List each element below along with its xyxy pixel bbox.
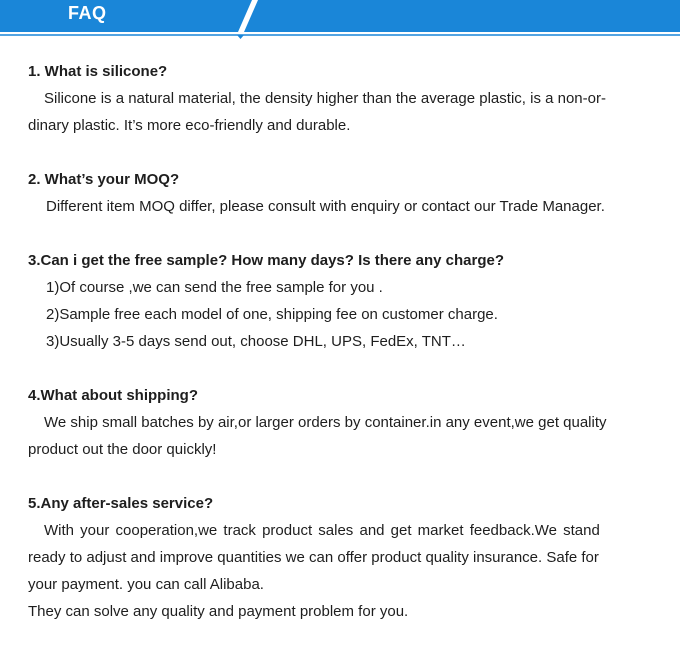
- faq-item-4: [28, 382, 648, 463]
- faq-answer-line: Different item MOQ differ, please consult with enquiry or contact our Trade Manager.: [46, 198, 605, 215]
- faq-answer-line: With your cooperation,we track product sales and get market feedback.We stand: [44, 522, 600, 539]
- faq-question: 5.Any after-sales service?: [28, 495, 214, 512]
- faq-answer-line: They can solve any quality and payment problem for you.: [28, 603, 409, 620]
- faq-answer-line: Silicone is a natural material, the density higher than the average plastic, is a non-or-: [44, 90, 606, 107]
- faq-answer-line: dinary plastic. It’s more eco-friendly and durable.: [28, 117, 351, 134]
- faq-answer-line: We ship small batches by air,or larger orders by container.in any event,we get quality: [44, 414, 607, 431]
- faq-list: [28, 58, 648, 652]
- faq-answer-line: your payment. you can call Alibaba.: [28, 576, 264, 593]
- faq-answer-line: ready to adjust and improve quantities we can offer product quality insurance. Safe for: [28, 549, 599, 566]
- faq-item-1: [28, 58, 648, 139]
- faq-answer-line: 3)Usually 3-5 days send out, choose DHL, UPS, FedEx, TNT…: [46, 333, 466, 350]
- faq-question: 4.What about shipping?: [28, 387, 198, 404]
- faq-header-banner: [0, 0, 680, 40]
- faq-answer-line: 2)Sample free each model of one, shipping fee on customer charge.: [46, 306, 498, 323]
- faq-question: 3.Can i get the free sample? How many days? Is there any charge?: [28, 252, 504, 269]
- faq-answer-line: 1)Of course ,we can send the free sample for you .: [46, 279, 383, 296]
- faq-item-3: [28, 247, 648, 355]
- faq-item-2: [28, 166, 648, 220]
- faq-title: FAQ: [68, 3, 107, 23]
- faq-item-5: [28, 490, 648, 625]
- faq-question: 1. What is silicone?: [28, 63, 168, 80]
- faq-question: 2. What’s your MOQ?: [28, 171, 180, 188]
- faq-answer-line: product out the door quickly!: [28, 441, 217, 458]
